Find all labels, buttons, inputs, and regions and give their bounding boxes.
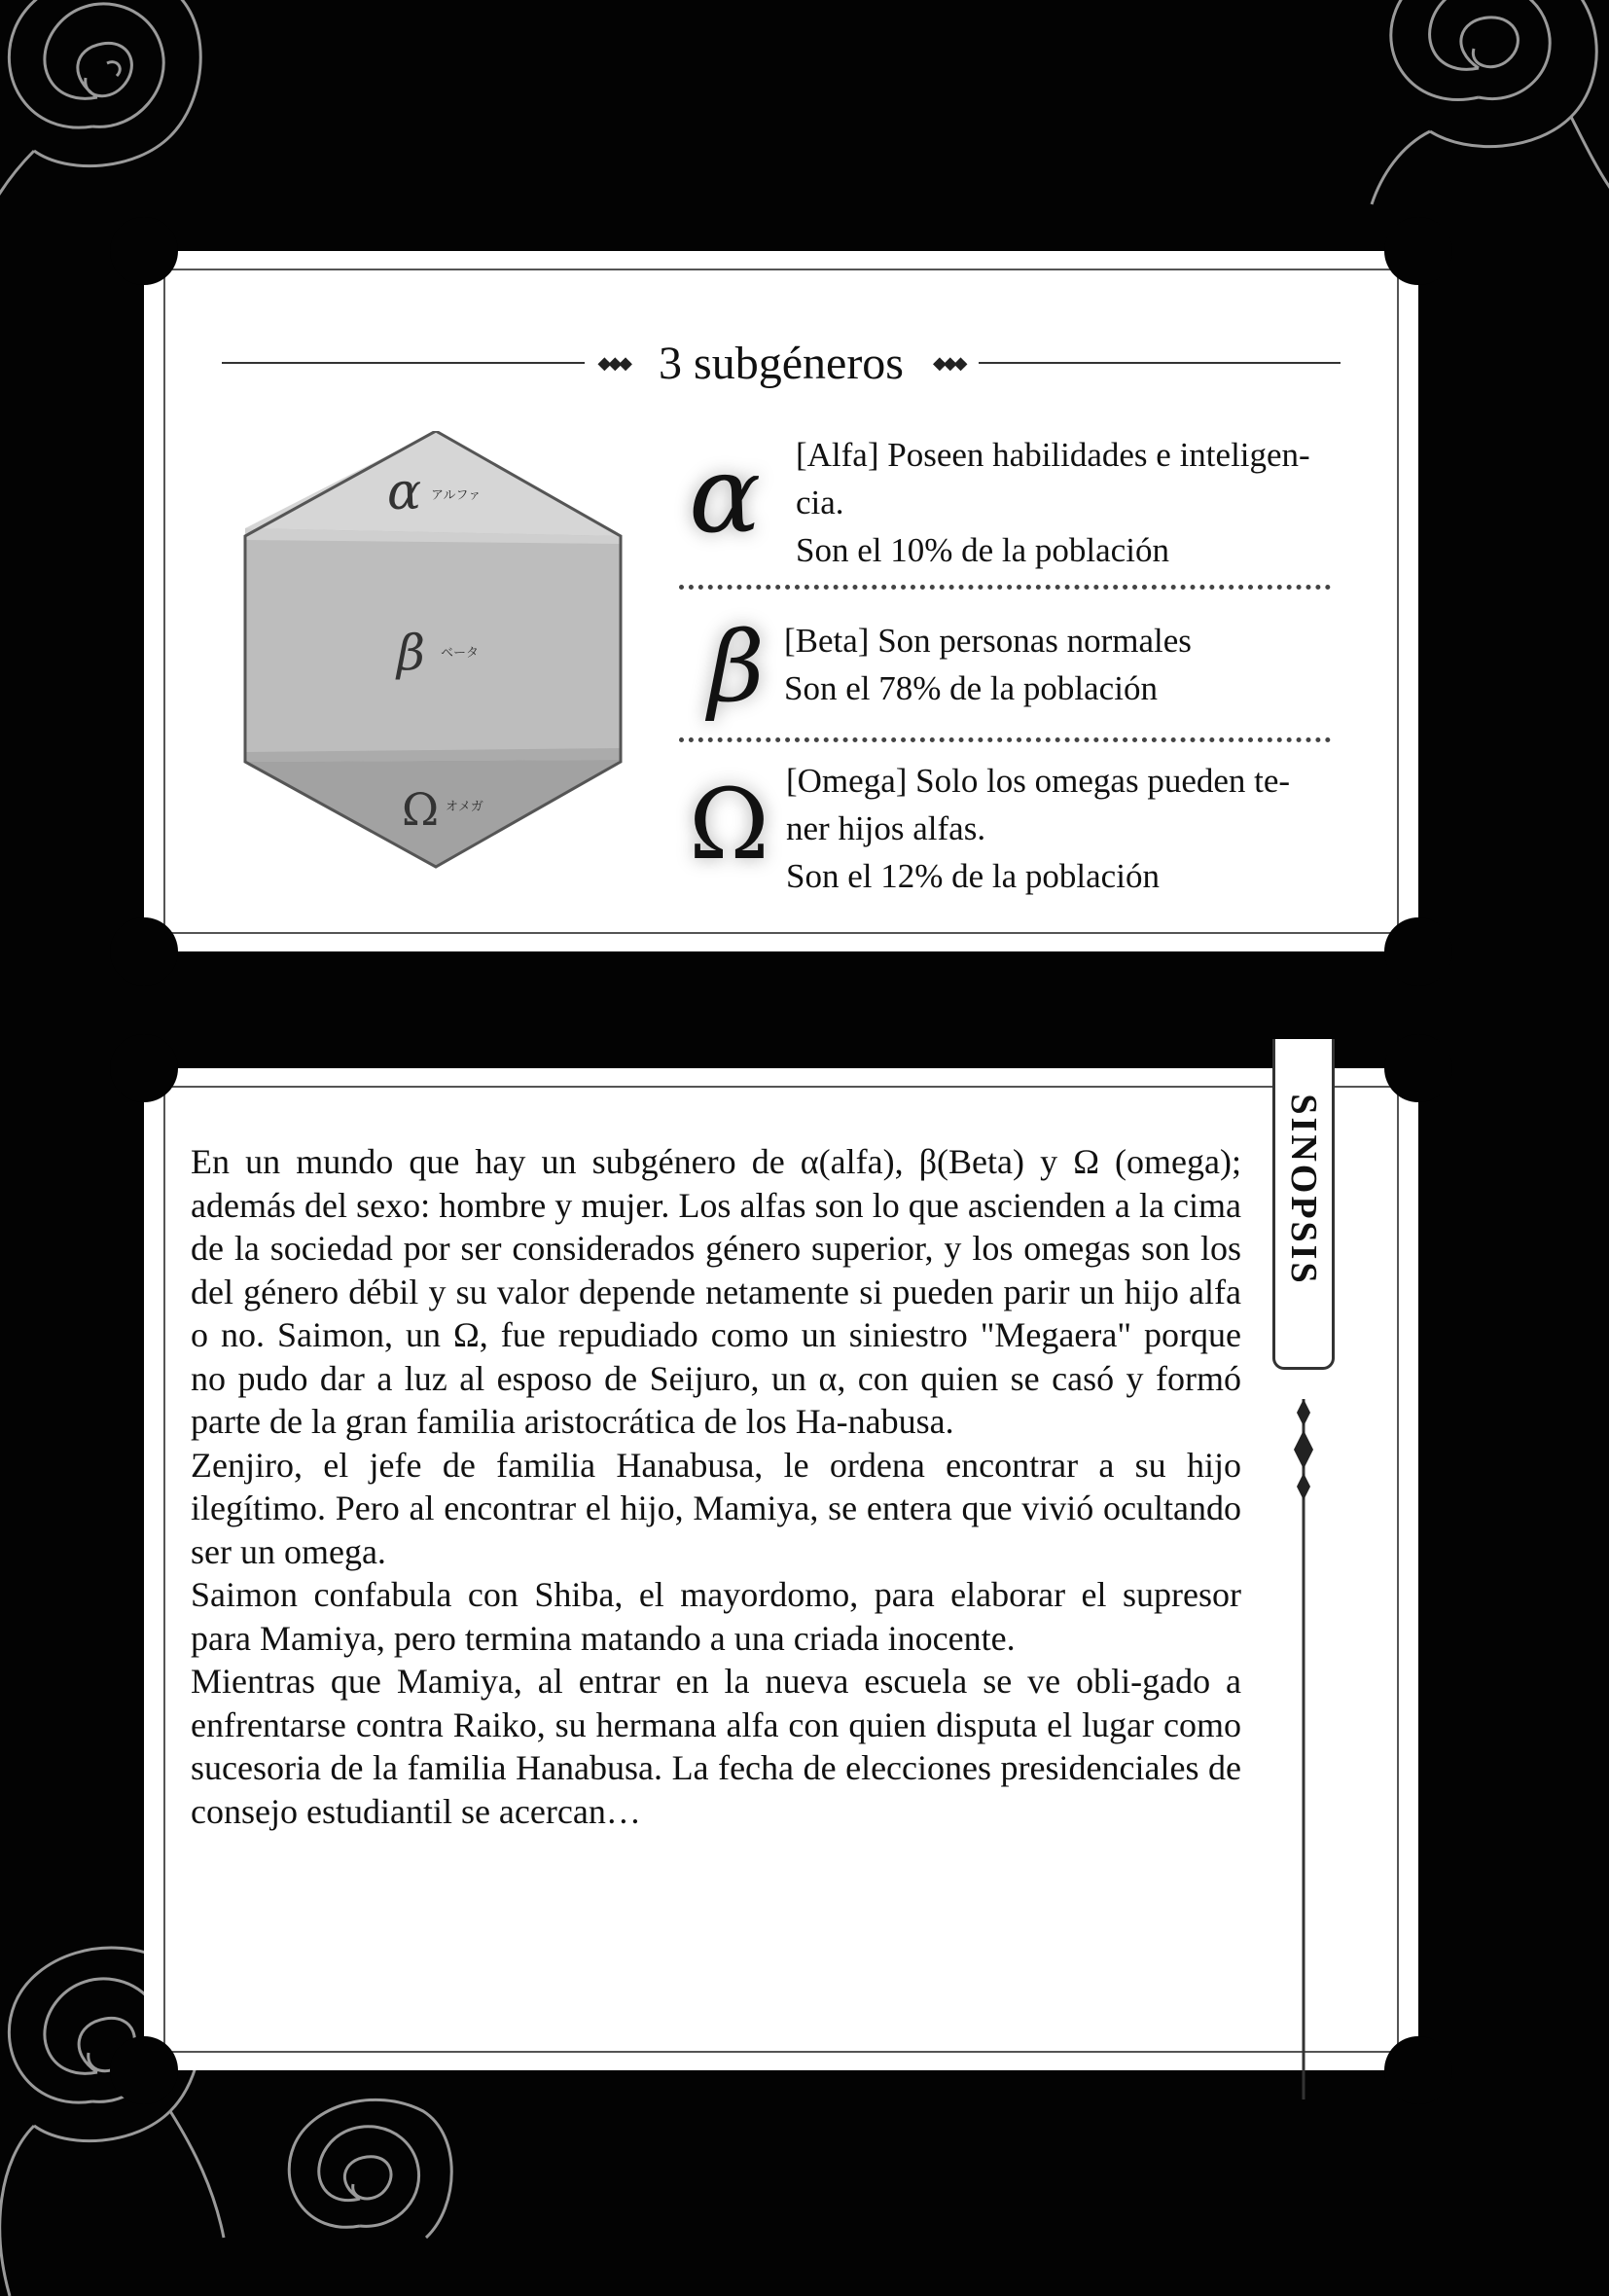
- synopsis-label-tab: [1272, 1039, 1335, 1370]
- beta-line-1: [Beta] Son personas normales: [784, 622, 1192, 660]
- omega-line-2: ner hijos alfas.: [786, 809, 986, 847]
- frame-corner: [1384, 2036, 1452, 2104]
- frame-corner: [1384, 1034, 1452, 1102]
- dotted-separator: [679, 737, 1331, 742]
- omega-line-3: Son el 12% de la población: [786, 857, 1160, 895]
- frame-corner: [1384, 917, 1452, 986]
- dotted-separator: [679, 585, 1331, 590]
- subgenres-card: [144, 251, 1418, 951]
- omega-entry: [689, 757, 1379, 903]
- synopsis-label: SINOPSIS: [1283, 1094, 1324, 1286]
- synopsis-paragraph: Mientras que Mamiya, al entrar en la nueva escuela se ve obli-gado a enfrentarse contra Raiko, su hermana alfa con quien disputa el lugar como sucesoria de la familia Hanabusa. La fecha de elecciones presidenciales de consejo estudiantil se acercan…: [191, 1662, 1241, 1831]
- title-rule-left: [222, 362, 585, 364]
- rose-decoration-top-right: [1323, 0, 1609, 243]
- frame-corner: [110, 217, 178, 285]
- synopsis-paragraph: Zenjiro, el jefe de familia Hanabusa, le ordena encontrar a su hijo ilegítimo. Pero al encontrar el hijo, Mamiya, se entera que vivió ocultando ser un omega.: [191, 1445, 1241, 1571]
- synopsis-card: [144, 1068, 1418, 2070]
- beta-description: [784, 617, 1192, 712]
- synopsis-paragraph: Saimon confabula con Shiba, el mayordomo, para elaborar el supresor para Mamiya, pero termina matando a una criada inocente.: [191, 1575, 1241, 1658]
- hexagon-beta-kana: ベータ: [441, 646, 480, 661]
- hexagon-omega-symbol: Ω: [402, 783, 440, 836]
- subgenre-hexagon-diagram: [241, 431, 640, 879]
- omega-glyph: Ω: [689, 768, 769, 881]
- alpha-glyph: α: [689, 432, 762, 556]
- beta-line-2: Son el 78% de la población: [784, 669, 1158, 707]
- frame-corner: [110, 2036, 178, 2104]
- frame-corner: [1384, 217, 1452, 285]
- beta-glyph: β: [708, 610, 765, 724]
- synopsis-text: [191, 1140, 1241, 1833]
- alpha-line-2: cia.: [796, 484, 844, 521]
- diamond-ornament-icon: ◆◆◆: [932, 352, 965, 373]
- alpha-line-1: [Alfa] Poseen habilidades e inteligen-: [796, 436, 1310, 474]
- frame-corner: [110, 917, 178, 986]
- frame-corner: [110, 1034, 178, 1102]
- title-rule-right: [979, 362, 1341, 364]
- alpha-description: [796, 431, 1310, 574]
- hexagon-alpha-kana: アルファ: [431, 488, 482, 503]
- hexagon-omega-kana: オメガ: [446, 800, 483, 814]
- rose-decoration-bottom-center: [253, 2092, 467, 2286]
- alpha-entry: [689, 431, 1379, 577]
- beta-entry: [689, 610, 1379, 724]
- hexagon-alpha-symbol: α: [387, 463, 422, 521]
- synopsis-paragraph: En un mundo que hay un subgénero de α(alfa), β(Beta) y Ω (omega); además del sexo: hombre y mujer. Los alfas son lo que ascienden a la cima de la sociedad por ser considerados género superior, y los omegas son los del género débil y su valor depende netamente si pueden parir un hijo alfa o no. Saimon, un Ω, fue repudiado como un siniestro "Megaera" porque no pudo dar a luz al esposo de Seijuro, un α, con quien se casó y formó parte de la gran familia aristocrática de los Ha-nabusa.: [191, 1142, 1241, 1441]
- section-title-row: [222, 329, 1341, 397]
- section-title: 3 subgéneros: [659, 337, 904, 389]
- hexagon-beta-symbol: β: [397, 625, 425, 681]
- diamond-ornament-icon: ◆◆◆: [597, 352, 630, 373]
- omega-line-1: [Omega] Solo los omegas pueden te-: [786, 762, 1291, 800]
- omega-description: [786, 757, 1290, 900]
- rose-decoration-top-left: [0, 0, 233, 253]
- alpha-line-3: Son el 10% de la población: [796, 531, 1169, 569]
- vertical-ornament-icon: [1280, 1399, 1329, 2119]
